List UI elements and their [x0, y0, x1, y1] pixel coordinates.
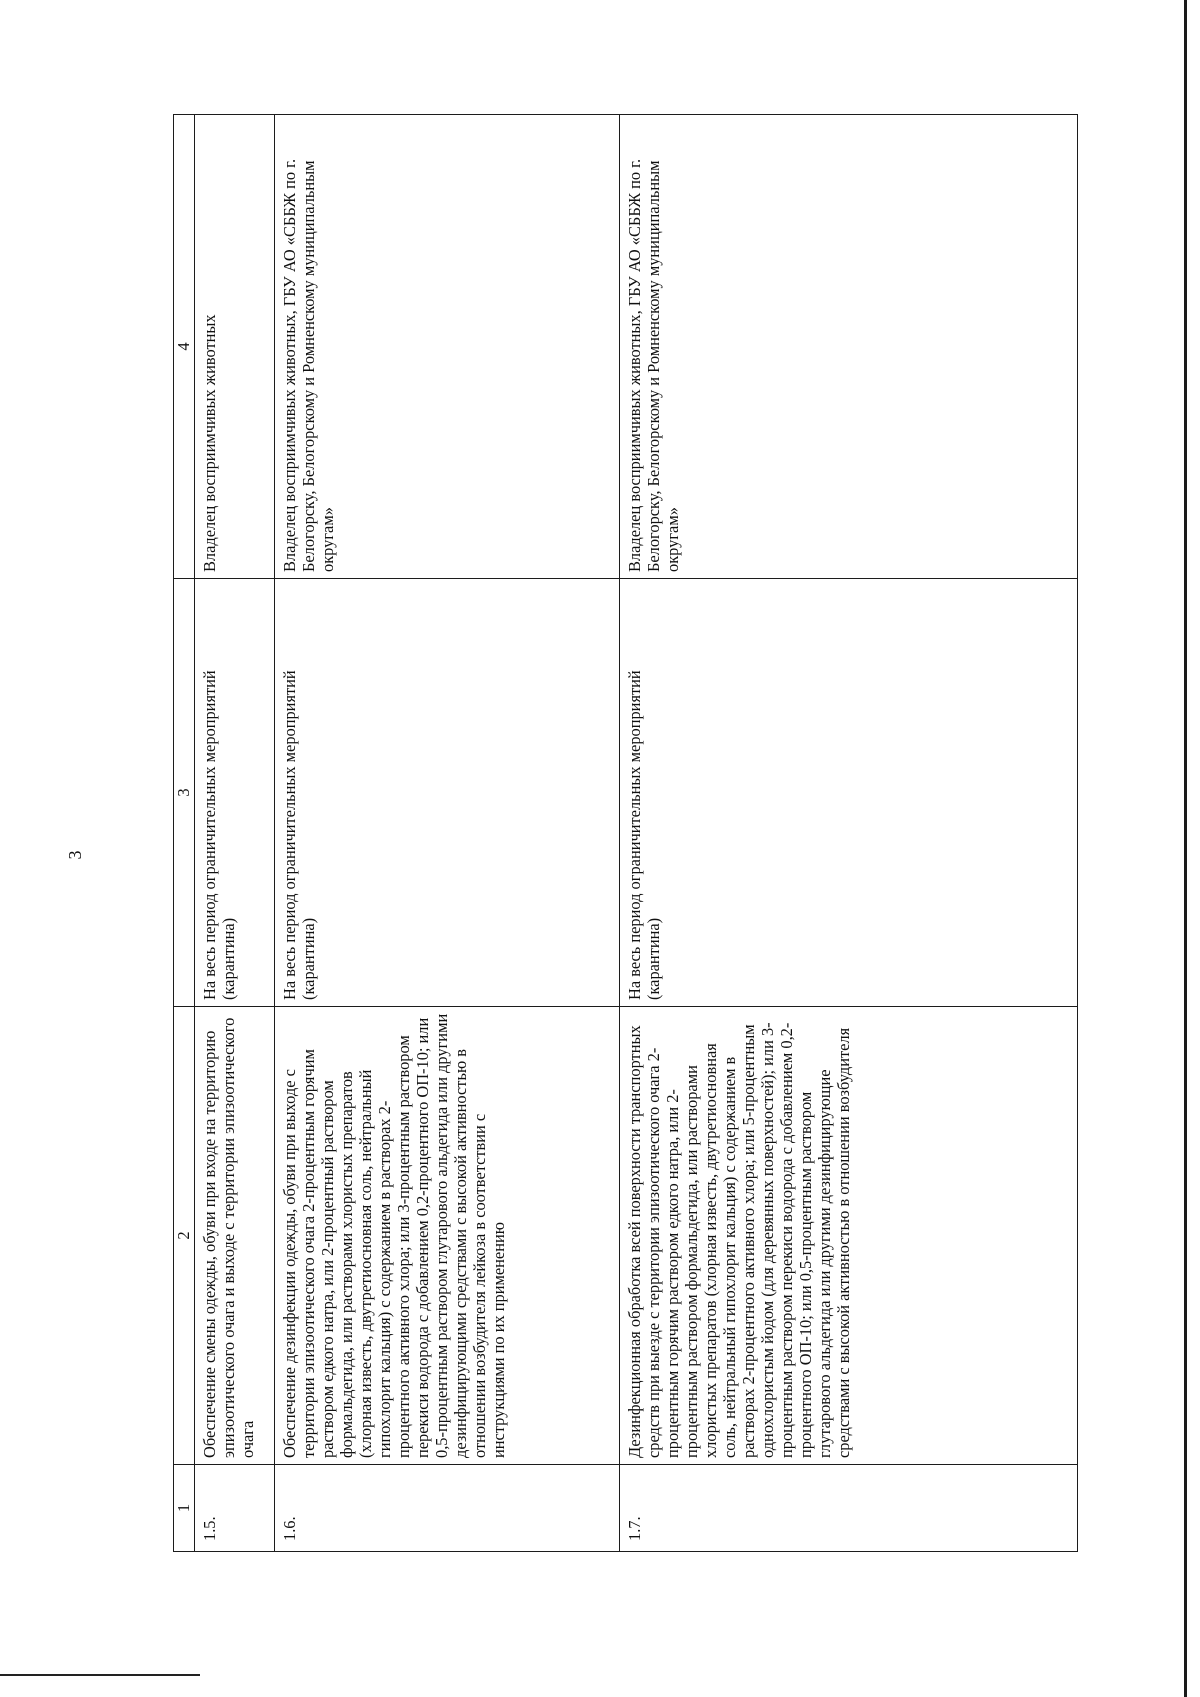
column-header: 3 — [174, 579, 195, 1007]
table-row — [195, 115, 275, 1552]
measure-cell: Обеспечение дезинфекции одежды, обуви при выходе с территории эпизоотического очага 2-процентным горячим раствором едкого натра, или 2-процентный раствором формальдегида, или растворами хлористых препаратов (хлорная известь, двутретиосновная соль, нейтральный гипохлорит кальция) с содержанием в растворах 2-процентного активного хлора; или 3-процентным раствором перекиси водорода с добавлением 0,2-процентного ОП-10; или 0,5-процентным раствором глутарового альдегида или другими дезинфицирующими средствами с высокой активностью в отношении возбудителя лейкоза в соответствии с инструкциями по их применению — [275, 1007, 620, 1465]
measure-cell: Дезинфекционная обработка всей поверхности транспортных средств при выезде с территории эпизоотического очага 2-процентным горячим раствором едкого натра, или 2-процентным раствором формальдегида, или растворами хлористых препаратов (хлорная известь, двутретиосновная соль, нейтральный гипохлорит кальция) с содержанием в растворах 2-процентного активного хлора; или 5-процентным однохлористым йодом (для деревянных поверхностей); или 3-процентным раствором перекиси водорода с добавлением 0,2-процентного ОП-10; или 0,5-процентным раствором глутарового альдегида или другими дезинфицирующие средствами с высокой активностью в отношении возбудителя — [620, 1007, 1078, 1465]
rotated-table-wrapper — [173, 115, 1076, 1552]
term-cell: На весь период ограничительных мероприятий (карантина) — [195, 579, 275, 1007]
scan-right-edge — [1184, 0, 1187, 1697]
row-number: 1.7. — [620, 1465, 1078, 1552]
table-row — [275, 115, 620, 1552]
bottom-rule — [0, 1674, 200, 1676]
column-header: 1 — [174, 1465, 195, 1552]
row-number: 1.6. — [275, 1465, 620, 1552]
responsible-cell: Владелец восприимчивых животных — [195, 115, 275, 579]
page-number: 3 — [65, 850, 85, 860]
term-cell: На весь период ограничительных мероприятий (карантина) — [275, 579, 620, 1007]
measures-table — [173, 114, 1078, 1552]
responsible-cell: Владелец восприимчивых животных, ГБУ АО «СББЖ по г. Белогорску, Белогорскому и Ромненскому муниципальным округам» — [275, 115, 620, 579]
row-number: 1.5. — [195, 1465, 275, 1552]
column-header: 4 — [174, 115, 195, 579]
header-row — [174, 115, 195, 1552]
term-cell: На весь период ограничительных мероприятий (карантина) — [620, 579, 1078, 1007]
measure-cell: Обеспечение смены одежды, обуви при входе на территорию эпизоотического очага и выходе с территории эпизоотического очага — [195, 1007, 275, 1465]
table-row — [620, 115, 1078, 1552]
column-header: 2 — [174, 1007, 195, 1465]
responsible-cell: Владелец восприимчивых животных, ГБУ АО «СББЖ по г. Белогорску, Белогорскому и Ромненскому муниципальным округам» — [620, 115, 1078, 579]
